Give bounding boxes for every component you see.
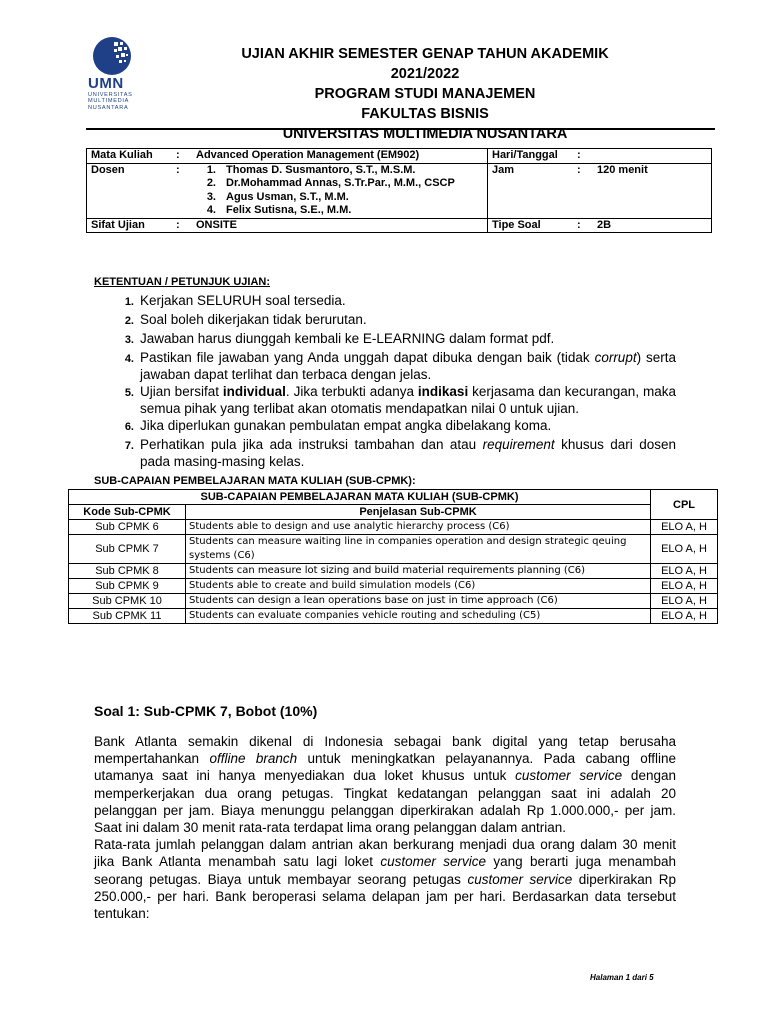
rule-number: 1.	[124, 296, 134, 308]
header-line-3: FAKULTAS BISNIS	[361, 106, 489, 122]
cpmk-desc: Students can design a lean operations base on just in time approach (C6)	[186, 594, 651, 609]
rule-text: Ujian bersifat individual. Jika terbukti adanya indikasi kerjasama dan kecurangan, maka semua pihak yang terlibat akan otomatis mendapatkan nilai 0 untuk ujian.	[140, 384, 676, 416]
cpl-header: CPL	[651, 490, 718, 520]
table-row	[69, 535, 718, 564]
rule-number: 3.	[124, 334, 134, 346]
cpmk-desc: Students can evaluate companies vehicle routing and scheduling (C5)	[186, 609, 651, 624]
rule-text: Pastikan file jawaban yang Anda unggah dapat dibuka dengan baik (tidak corrupt) serta jawaban dapat terlihat dan terbaca dengan jelas.	[140, 350, 676, 382]
tipe-label: Tipe Soal	[492, 218, 541, 231]
cpmk-cpl: ELO A, H	[651, 594, 718, 609]
rule-number: 4.	[124, 353, 134, 365]
lecturer-list	[196, 164, 483, 218]
table-row	[69, 609, 718, 624]
umn-logo-icon	[88, 36, 136, 76]
question-body	[94, 733, 676, 922]
code-header: Kode Sub-CPMK	[69, 505, 186, 520]
sub-cpmk-title: SUB-CAPAIAN PEMBELAJARAN MATA KULIAH (SUB-CPMK):	[94, 475, 416, 487]
table-row	[69, 520, 718, 535]
header-rule	[86, 128, 715, 130]
rule-item	[94, 292, 676, 311]
logo-sub-3: NUSANTARA	[88, 104, 129, 111]
desc-header: Penjelasan Sub-CPMK	[186, 505, 651, 520]
cpmk-code: Sub CPMK 10	[69, 594, 186, 609]
logo-sub-2: MULTIMEDIA	[88, 98, 130, 105]
table-row	[69, 579, 718, 594]
cpmk-desc: Students able to design and use analytic hierarchy process (C6)	[186, 520, 651, 535]
mata-kuliah-value: Advanced Operation Management (EM902)	[196, 149, 420, 161]
table-row	[69, 564, 718, 579]
rule-number: 7.	[124, 440, 134, 452]
rule-number: 2.	[124, 315, 134, 327]
cpmk-cpl: ELO A, H	[651, 579, 718, 594]
rule-text: Kerjakan SELURUH soal tersedia.	[140, 293, 346, 308]
rule-number: 6.	[124, 421, 134, 433]
cpmk-code: Sub CPMK 8	[69, 564, 186, 579]
hari-value	[597, 149, 707, 163]
cpmk-cpl: ELO A, H	[651, 535, 718, 564]
cpmk-desc: Students able to create and build simulation models (C6)	[186, 579, 651, 594]
rule-text: Jawaban harus diunggah kembali ke E-LEARNING dalam format pdf.	[140, 331, 555, 346]
page-footer: Halaman 1 dari 5	[590, 973, 654, 982]
rule-number: 5.	[124, 387, 134, 399]
cpmk-table-header: SUB-CAPAIAN PEMBELAJARAN MATA KULIAH (SUB-CPMK)	[69, 490, 651, 505]
question-paragraph: Bank Atlanta semakin dikenal di Indonesia sebagai bank digital yang tetap berusaha mempertahankan offline branch untuk meningkatkan pelayanannya. Pada cabang offline utamanya saat ini hanya menyediakan dua loket khusus untuk customer service dengan memperkerjakan dua orang petugas. Tingkat kedatangan pelanggan saat ini adalah 20 pelanggan per jam. Biaya menunggu pelanggan diperkirakan adalah Rp 1.000.000,- per jam. Saat ini dalam 30 menit rata-rata terdapat lima orang pelanggan dalam antrian.	[94, 734, 676, 836]
sifat-value: ONSITE	[196, 218, 237, 231]
rule-text: Perhatikan pula jika ada instruksi tambahan dan atau requirement khusus dari dosen pada masing-masing kelas.	[140, 437, 676, 469]
rule-item	[94, 311, 676, 330]
header-line-1: UJIAN AKHIR SEMESTER GENAP TAHUN AKADEMIK 2021/2022	[241, 46, 609, 82]
jam-label: Jam	[492, 163, 515, 176]
rule-item	[94, 436, 676, 470]
rule-item	[94, 349, 676, 383]
cpmk-cpl: ELO A, H	[651, 564, 718, 579]
jam-value: 120 menit	[597, 163, 648, 176]
question-paragraph: Rata-rata jumlah pelanggan dalam antrian akan berkurang menjadi dua orang dalam 30 menit jika Bank Atlanta menambah satu lagi loket customer service yang berarti juga menambah seorang petugas. Biaya untuk membayar seorang petugas customer service diperkirakan Rp 250.000,- per hari. Bank beroperasi selama delapan jam per hari. Berdasarkan data tersebut tentukan:	[94, 837, 677, 922]
dosen-label: Dosen	[91, 163, 125, 176]
cpmk-desc: Students can measure lot sizing and build material requirements planning (C6)	[186, 564, 651, 579]
rule-item	[94, 330, 676, 349]
table-row	[69, 594, 718, 609]
logo-name: UMN	[88, 75, 124, 92]
rule-text: Jika diperlukan gunakan pembulatan empat angka dibelakang koma.	[140, 418, 552, 433]
rule-item	[94, 383, 676, 417]
lecturer-item: 1. Thomas D. Susmantoro, S.T., M.S.M.	[206, 163, 416, 176]
exam-info-table: Mata Kuliah : Advanced Operation Management (EM902) Hari/Tanggal : Dosen : 1. Thomas D. Susmantoro, S.T., M.S.M. 2. Dr.Mohammad Annas, S.Tr.Par., M.M., CSCP 3. Agus Usman, S.T., M.M. 4. Felix Sutisna, S.E., M.M. Jam : 120 menit Sifat Ujian : ONSITE Tipe Soal : 2B	[86, 148, 712, 233]
cpmk-cpl: ELO A, H	[651, 520, 718, 535]
header-line-2: PROGRAM STUDI MANAJEMEN	[314, 86, 536, 102]
lecturer-item: 2. Dr.Mohammad Annas, S.Tr.Par., M.M., CSCP	[206, 177, 455, 189]
mata-kuliah-label: Mata Kuliah	[91, 149, 153, 161]
sub-cpmk-table	[68, 489, 718, 624]
rules-title: KETENTUAN / PETUNJUK UJIAN:	[94, 276, 271, 288]
tipe-value: 2B	[597, 218, 612, 231]
question-title: Soal 1: Sub-CPMK 7, Bobot (10%)	[94, 703, 318, 719]
rule-item	[94, 417, 676, 436]
hari-label: Hari/Tanggal	[492, 149, 558, 161]
cpmk-code: Sub CPMK 9	[69, 579, 186, 594]
exam-rules	[94, 276, 676, 470]
rule-text: Soal boleh dikerjakan tidak berurutan.	[140, 312, 367, 327]
rules-list	[94, 292, 676, 470]
cpmk-code: Sub CPMK 7	[69, 535, 186, 564]
cpmk-code: Sub CPMK 11	[69, 609, 186, 624]
header-line-4: UNIVERSITAS MULTIMEDIA NUSANTARA	[282, 126, 568, 142]
cpmk-desc: Students can measure waiting line in companies operation and design strategic qeuing systems (C6)	[186, 535, 651, 564]
umn-logo	[88, 36, 148, 111]
logo-sub-1: UNIVERSITAS	[88, 92, 133, 98]
cpmk-cpl: ELO A, H	[651, 609, 718, 624]
lecturer-item: 3. Agus Usman, S.T., M.M.	[206, 190, 349, 203]
sifat-label: Sifat Ujian	[91, 218, 145, 231]
lecturer-item: 4. Felix Sutisna, S.E., M.M.	[206, 204, 352, 216]
cpmk-code: Sub CPMK 6	[69, 520, 186, 535]
